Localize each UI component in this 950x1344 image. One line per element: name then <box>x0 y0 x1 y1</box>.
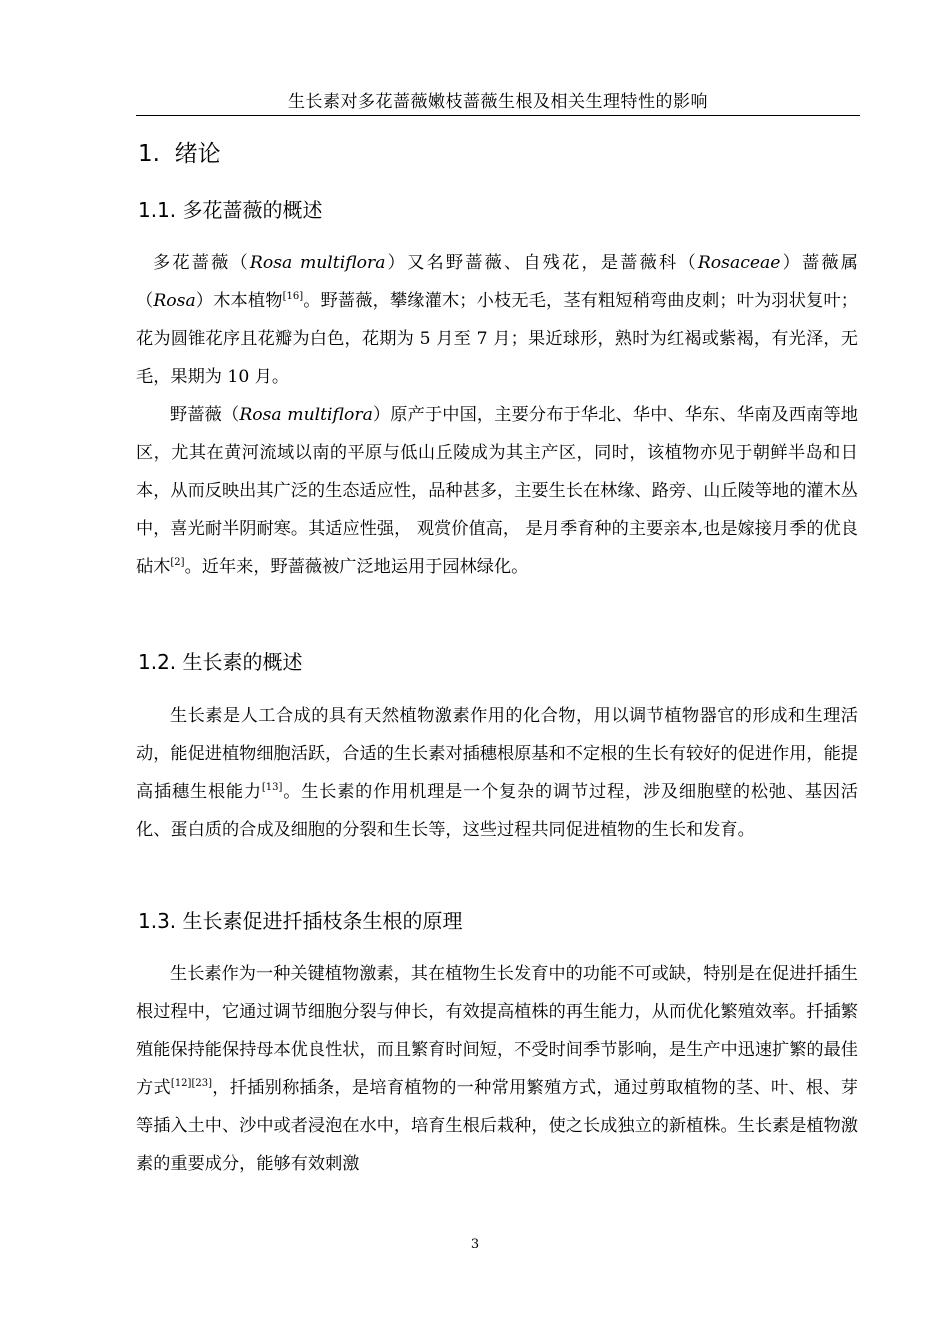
page-number: 3 <box>470 1237 480 1252</box>
latin-name: Rosa <box>153 291 196 311</box>
text-run: 多花蔷薇（ <box>153 253 250 273</box>
section-number: 1.1. <box>138 198 177 222</box>
section-title: 多花蔷薇的概述 <box>182 198 323 222</box>
citation: [12][23] <box>170 1078 212 1089</box>
running-header <box>136 89 860 116</box>
section-1-2-body <box>136 697 858 849</box>
section-heading-1-2 <box>138 647 303 677</box>
citation: [16] <box>282 291 304 302</box>
section-number: 1.2. <box>138 650 177 674</box>
citation: [2] <box>170 557 185 568</box>
text-run: 野蔷薇（ <box>170 405 240 425</box>
citation: [13] <box>261 782 283 793</box>
section-number: 1.3. <box>138 909 177 933</box>
section-title: 生长素促进扦插枝条生根的原理 <box>182 909 463 933</box>
latin-name: Rosa multiflora <box>239 405 373 425</box>
text-run: ）原产于中国，主要分布于华北、华中、华东、华南及西南等地区，尤其在黄河流域以南的平原与低山丘陵成为其主产区，同时，该植物亦见于朝鲜半岛和日本，从而反映出其广泛的生态适应性，品种甚多，主要生长在林缘、路旁、山丘陵等地的灌木丛中，喜光耐半阴耐寒。其适应性强， 观赏价值高， 是月季育种的主要亲本,也是嫁接月季的优良砧木 <box>136 405 858 577</box>
text-run: 。野蔷薇，攀缘灌木；小枝无毛，茎有粗短稍弯曲皮刺；叶为羽状复叶；花为圆锥花序且花瓣为白色，花期为 5 月至 7 月；果近球形，熟时为红褐或紫褐，有光泽，无毛，果期为 10 月。 <box>136 291 858 387</box>
latin-name: Rosaceae <box>697 253 781 273</box>
paragraph <box>136 244 858 396</box>
section-title: 生长素的概述 <box>182 650 303 674</box>
section-heading-1-1 <box>138 195 323 225</box>
text-run: 。近年来，野蔷薇被广泛地运用于园林绿化。 <box>184 557 529 577</box>
paragraph <box>136 697 858 849</box>
text-run: 生长素是人工合成的具有天然植物激素作用的化合物，用以调节植物器官的形成和生理活动，能促进植物细胞活跃，合适的生长素对插穗根原基和不定根的生长有较好的促进作用，能提高插穗生根能力 <box>136 706 858 802</box>
running-header-title: 生长素对多花蔷薇嫩枝蔷薇生根及相关生理特性的影响 <box>288 92 708 112</box>
text-run: ）蔷薇属（ <box>136 253 858 311</box>
chapter-number: 1. <box>138 141 160 167</box>
text-run: ，扦插别称插条，是培育植物的一种常用繁殖方式，通过剪取植物的茎、叶、根、芽等插入土中、沙中或者浸泡在水中，培育生根后栽种，使之长成独立的新植株。生长素是植物激素的重要成分，能够有效刺激 <box>136 1078 858 1174</box>
text-run: ）又名野蔷薇、自残花，是蔷薇科（ <box>385 253 698 273</box>
section-1-1-body <box>136 244 858 586</box>
text-run: ）木本植物 <box>195 291 283 311</box>
section-1-3-body <box>136 955 858 1183</box>
paragraph <box>136 396 858 586</box>
latin-name: Rosa multiflora <box>249 253 386 273</box>
text-run: 。生长素的作用机理是一个复杂的调节过程，涉及细胞壁的松弛、基因活化、蛋白质的合成及细胞的分裂和生长等，这些过程共同促进植物的生长和发育。 <box>136 782 858 840</box>
section-heading-1-3 <box>138 906 463 936</box>
text-run: 生长素作为一种关键植物激素，其在植物生长发育中的功能不可或缺，特别是在促进扦插生根过程中，它通过调节细胞分裂与伸长，有效提高植株的再生能力，从而优化繁殖效率。扦插繁殖能保持能保持母本优良性状，而且繁育时间短，不受时间季节影响，是生产中迅速扩繁的最佳方式 <box>136 964 858 1098</box>
chapter-heading <box>138 138 221 170</box>
chapter-title: 绪论 <box>174 141 221 167</box>
paragraph <box>136 955 858 1183</box>
